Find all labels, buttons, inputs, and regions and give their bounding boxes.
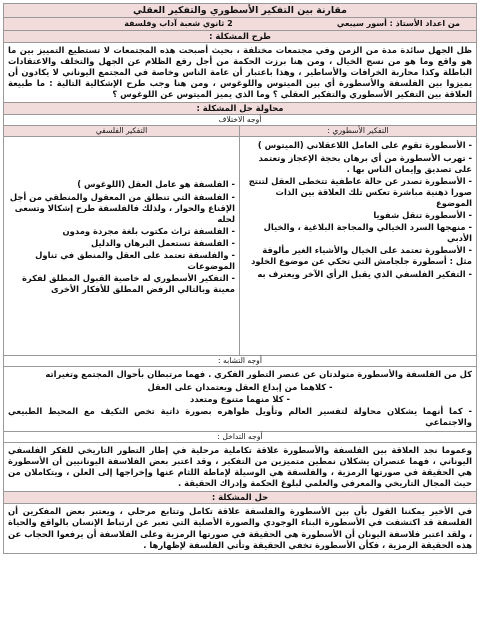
philosophy-column-heading: التفكير الفلسفي <box>4 126 239 137</box>
list-item: - الأسطورة تنقل شفويا <box>373 210 472 221</box>
philosophy-column <box>4 126 240 355</box>
solution-heading: حل المشكلة : <box>3 492 477 504</box>
solution-text: في الأخير يمكننا القول بأن بين الأسطورة والفلسفة علاقة تكامل وتتابع مرحلي ، ويعتبر بعض المفكرين أن الفلسفة قد اكتشفت في الأسطورة البناء الوجودي والصورة الأصلية التي تعبر عن ارتباط الإنسان بالواقع والحياة ، ولقد اعتبر فلاسفة اليونان أن الأسطورة هي الحقيقة في صورتها الرمزية وعلى الفلاسفة أن يرفعوا الحجاب عن هذه الحقيقة الرمزية ، فكأن الأسطورة تخفي الحقيقة وتأتي الفلسفة لإظهارها . <box>3 504 477 553</box>
myth-column <box>240 126 476 355</box>
overlap-text: وعموما نجد العلاقة بين الفلسفة والأسطورة علاقة تكاملية مرحلية في إطار التطور التاريخي للفكر الفلسفي اليوناني ، فهما عنصران يشكلان نمطين متميزين من التفكير ، وقد اعتبر بعض الفلاسفة اليونانيين أن الأسطورة هي الحقيقة في صورتها الرمزية ، والفلسفة هي الوسيلة لإماطة اللثام عنها وإخراجها إلى العلن ، ويتكاملان من حيث المجال التاريخي والمعرفي والعلمي لبلوغ الحكمة وإدراك الحقيقة . <box>3 443 477 492</box>
list-item: - كما أنهما يشكلان محاولة لتفسير العالم وتأويل ظواهره بصورة ذاتية تخص التكيف مع المحيط الطبيعي والاجتماعي <box>8 405 472 427</box>
list-item: - منهجها السرد الخيالي والمجاجة البلاغية ، والخيال الأدبي <box>263 222 472 244</box>
similarities-box <box>3 367 477 431</box>
document-meta <box>3 18 477 31</box>
list-item: - تهرب الأسطورة من أي برهان بحجة الإعجاز وتعتمد على تصديق وإيمان الناس بها . <box>258 152 472 174</box>
list-item: - التفكير الأسطوري له خاصية القبول المطلق لفكرة معينة وبالتالي الرفض المطلق للأفكار الأخرى <box>21 273 235 295</box>
comparison-table <box>3 126 477 356</box>
author-label: من اعداد الأستاذ : أسور سيبعي <box>336 18 460 28</box>
list-item: - والفلسفة تعتمد على العقل والمنطق في تناول الموضوعات <box>35 250 235 272</box>
list-item: - كلاهما من إبداع العقل ويعتمدان على العقل <box>147 381 333 392</box>
list-item: - الفلسفة هو عامل العقل (اللوغوس ) <box>77 179 235 190</box>
document-title: مقارنة بين التفكير الأسطوري والتفكير العقلي <box>3 3 477 18</box>
list-item: - الفلسفة التي تنطلق من المعقول والمنطقي من أجل الإقناع والحوار ، ولذلك فالفلسفة طرح إشكالا وتسعى لحله <box>9 191 235 224</box>
list-item: - التفكير الفلسفي الذي يقبل الرأي الآخر ويعترف به <box>257 268 472 279</box>
list-item: - الفلسفة تستعمل البرهان والدليل <box>91 237 235 248</box>
comparison-heading: محاولة حل المشكلة : <box>3 103 477 115</box>
problem-text: ظل الجهل سائدة مدة من الزمن وفي مجتمعات مختلفة ، بحيث أصبحت هذه المجتمعات لا تستطيع التمييز بين ما هو واقع وما هو من نسج الخيال ، ومن هنا برزت الحكمة من أجل رفع الظلام عن الجهل والتخلف والاعتقادات الباطلة وكذا محاربة الخرافات والأساطير ، وهذا باعتبار أن عامة الناس وخاصة في المجتمع اليوناني لا يكادون أن يميزوا بين الفلسفة والأسطورة أي بين الميتوس واللوغوس ، ومن هنا وجب طرح الإشكالية التالية : ما طبيعة العلاقة بين التفكير الأسطوري والتفكير العقلي ؟ وما الذي يميز الميتوس عن اللوغوس ؟ <box>3 43 477 103</box>
similarities-heading: أوجه التشابه : <box>3 356 477 367</box>
list-item: - الفلسفة تراث مكتوب بلغة مجردة ومدون <box>62 225 235 236</box>
list-item: - الأسطورة تصدر عن حالة عاطفية تتخطى العقل لتنتج صورا ذهنية مباشرة تعكس تلك العلاقة بين الذات الموضوع <box>248 175 472 208</box>
list-item: كل من الفلسفة والأسطورة متولدتان عن عنصر التطور الفكري . فهما مرتبطان بأحوال المجتمع وتغيراته <box>45 369 472 380</box>
list-item: - الأسطورة تقوم على العامل اللاعقلاني (الميتوس ) <box>257 140 472 151</box>
level-label: 2 ثانوي شعبة آداب وفلسفة <box>124 18 233 28</box>
problem-heading: طرح المشكلة : <box>3 31 477 43</box>
differences-heading: أوجه الاختلاف <box>3 115 477 126</box>
overlap-heading: أوجه التداخل : <box>3 432 477 443</box>
list-item: - كلا منهما متنوع ومتعدد <box>190 393 290 404</box>
myth-column-heading: التفكير الأسطوري : <box>240 126 476 137</box>
list-item: - الأسطورة تعتمد على الخيال والأشياء الغير مألوفة مثل : أسطورة جلجامش التي تحكي عن موضوع الخلود <box>251 245 472 267</box>
